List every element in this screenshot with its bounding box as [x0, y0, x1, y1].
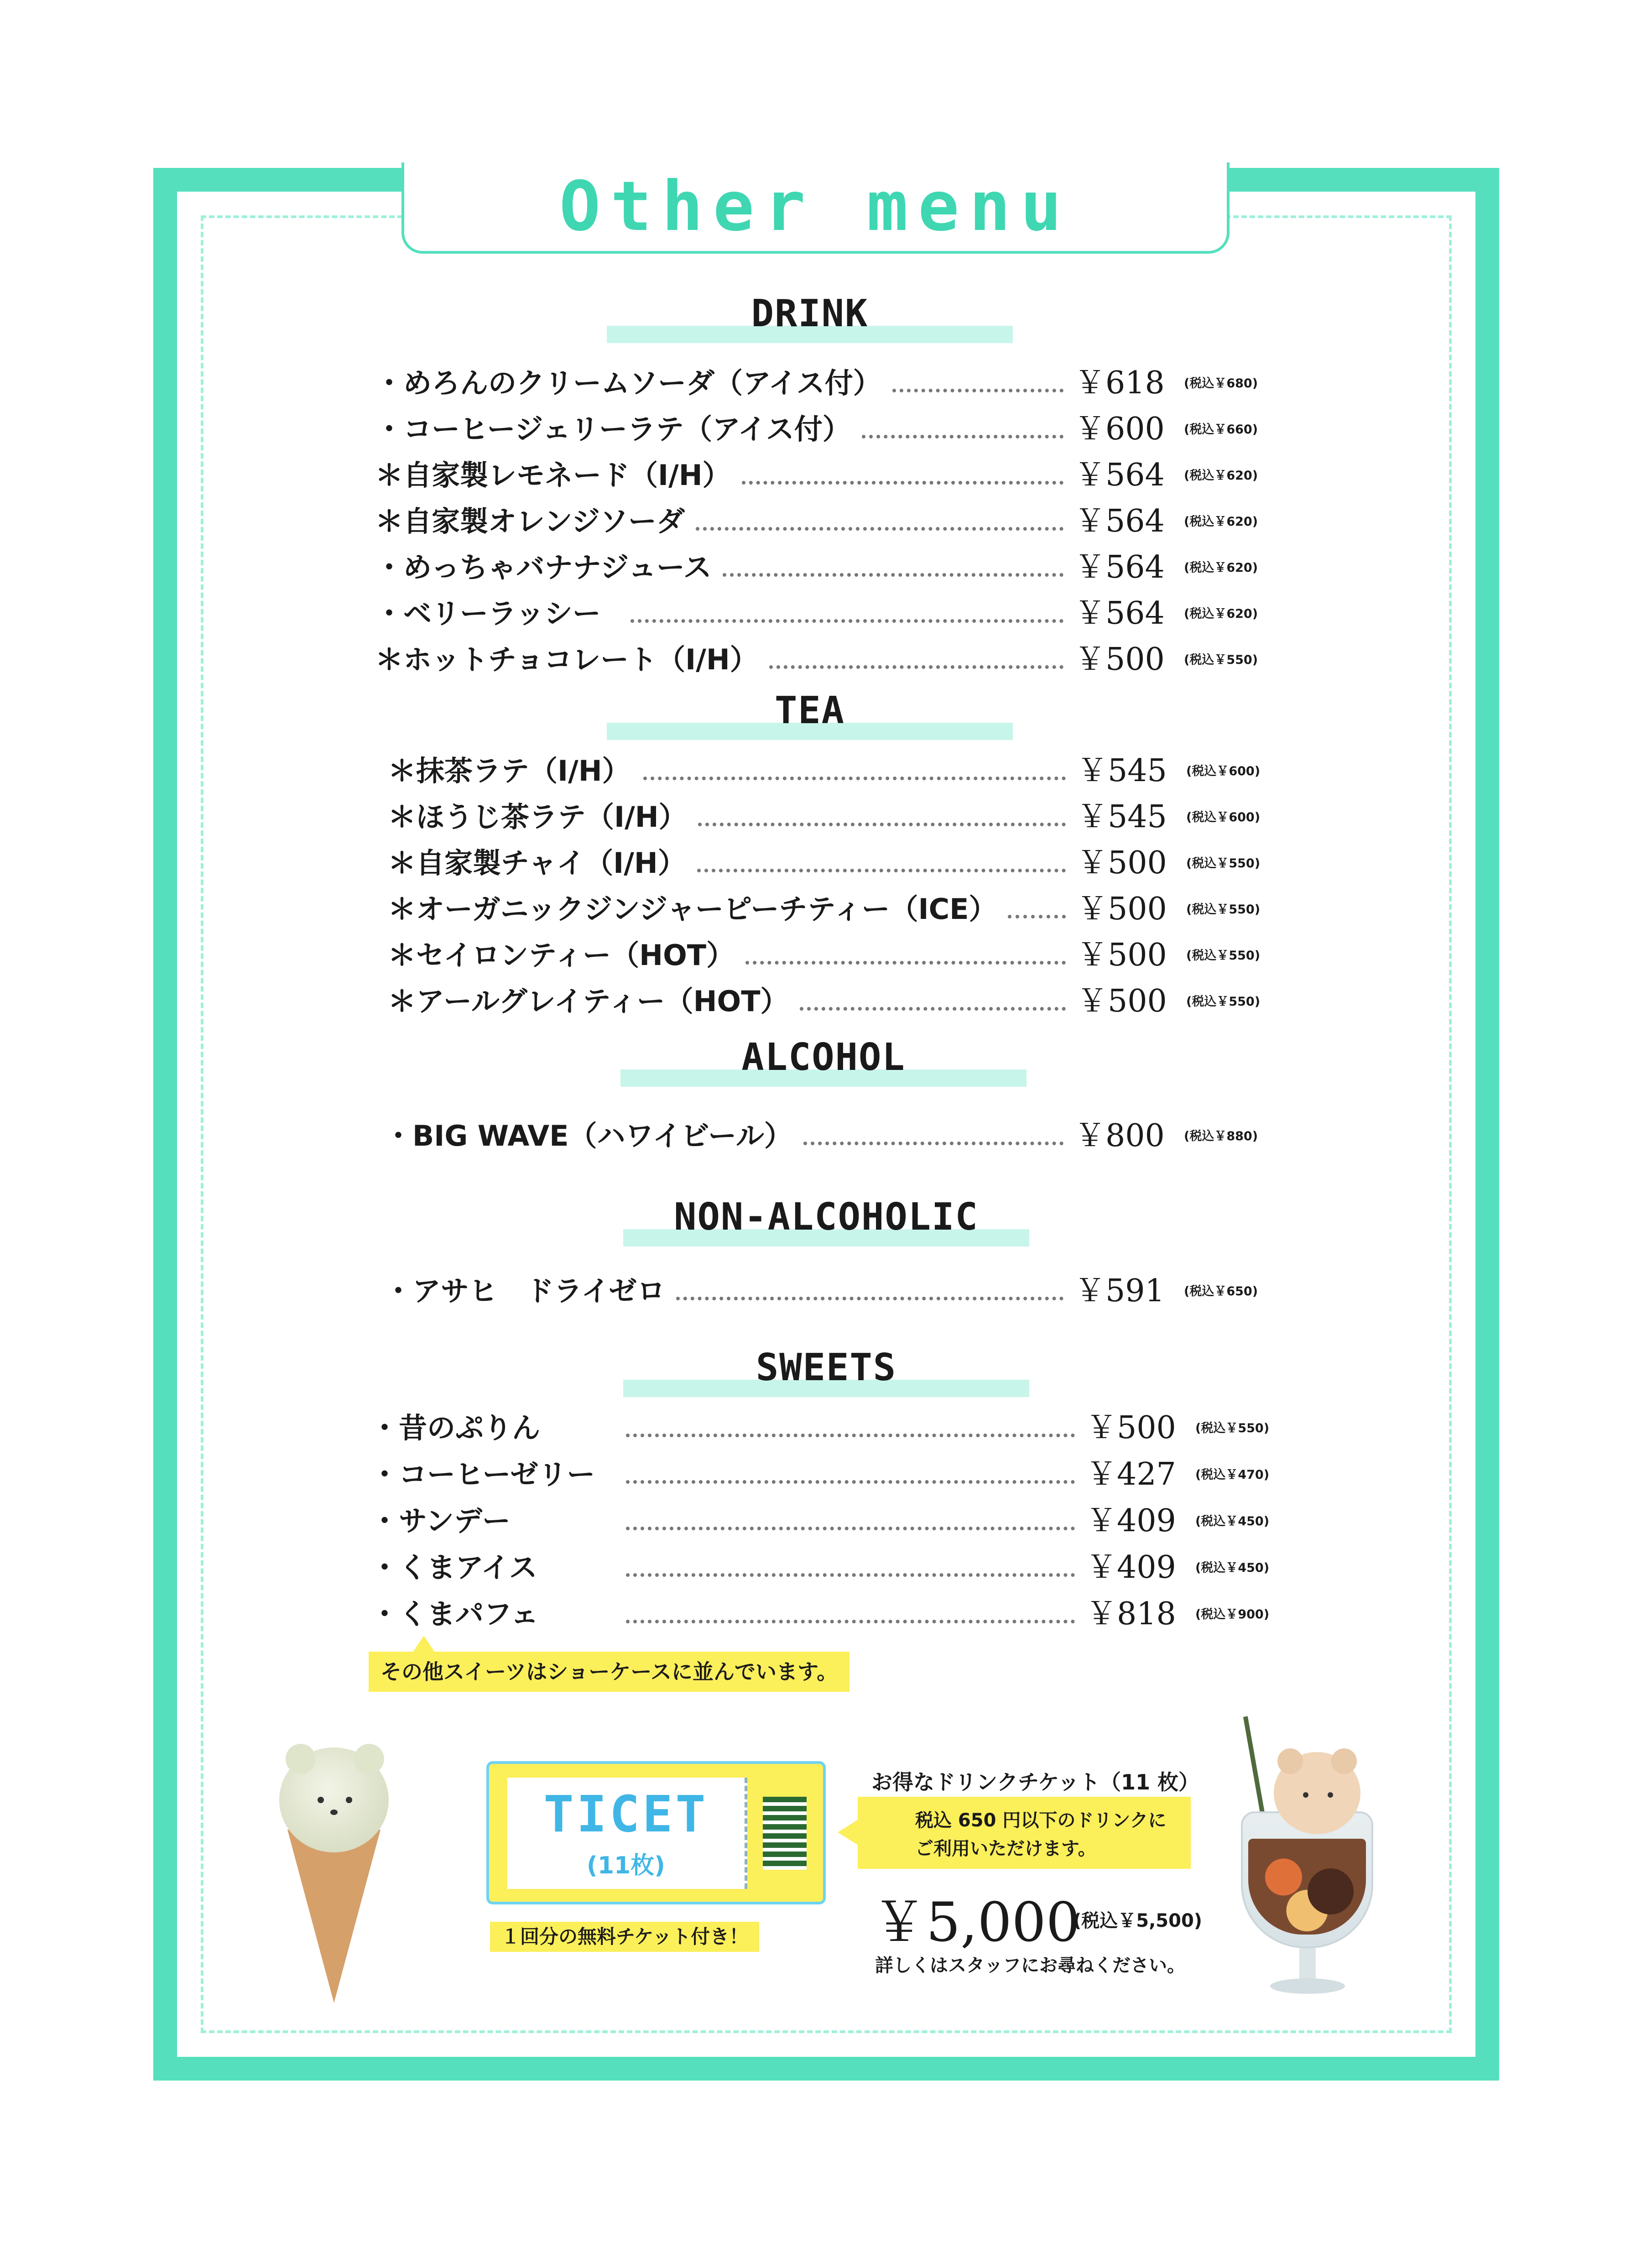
leader-dots	[769, 656, 1063, 669]
menu-item-row	[0, 1452, 1652, 1497]
menu-item-row	[0, 637, 1652, 683]
menu-item-price: ￥500	[1077, 983, 1167, 1019]
menu-item-price: ￥500	[1077, 845, 1167, 881]
menu-item-row	[0, 887, 1652, 932]
menu-item-tax-price: (税込￥550)	[1186, 949, 1261, 963]
menu-item-name: ・めっちゃバナナジュース	[375, 551, 712, 584]
leader-dots	[745, 952, 1066, 965]
note-pointer	[413, 1636, 435, 1652]
menu-item-tax-price: (税込￥900)	[1195, 1607, 1270, 1622]
leader-dots	[742, 472, 1063, 485]
menu-item-row	[0, 794, 1652, 840]
section-heading-nonalcoholic	[623, 1195, 1029, 1250]
menu-item-price: ￥545	[1077, 799, 1167, 835]
menu-item-price: ￥800	[1074, 1118, 1165, 1154]
menu-item-tax-price: (税込￥620)	[1184, 607, 1258, 621]
menu-item-name: ・コーヒーゼリー	[370, 1458, 595, 1491]
menu-item-row	[0, 453, 1652, 498]
section-heading-drink	[607, 292, 1013, 347]
menu-item-tax-price: (税込￥550)	[1186, 856, 1261, 871]
menu-item-tax-price: (税込￥620)	[1184, 469, 1258, 483]
menu-item-tax-price: (税込￥620)	[1184, 515, 1258, 529]
menu-item-tax-price: (税込￥550)	[1186, 995, 1261, 1009]
menu-item-name: ＊ホットチョコレート（I/H）	[375, 643, 758, 676]
section-title: SWEETS	[756, 1346, 897, 1389]
menu-item-name: ・くまアイス	[370, 1551, 537, 1584]
menu-item-price: ￥564	[1074, 503, 1165, 539]
menu-item-tax-price: (税込￥550)	[1184, 653, 1258, 667]
ticket-word: TICET	[543, 1785, 709, 1843]
menu-item-name: ・ベリーラッシー	[375, 597, 601, 630]
leader-dots	[698, 814, 1066, 826]
section-title: ALCOHOL	[741, 1036, 906, 1079]
menu-item-row	[0, 499, 1652, 544]
menu-item-row	[0, 1268, 1652, 1314]
menu-item-name: ＊自家製チャイ（I/H）	[388, 846, 686, 880]
menu-item-name: ＊オーガニックジンジャーピーチティー（ICE）	[388, 892, 997, 926]
ticket-promo-box	[858, 1797, 1191, 1869]
menu-item-name: ・めろんのクリームソーダ（アイス付）	[375, 366, 881, 400]
sweets-note: その他スイーツはショーケースに並んでいます。	[369, 1652, 849, 1692]
bear-parfait-image	[1232, 1706, 1382, 2003]
menu-item-tax-price: (税込￥650)	[1184, 1284, 1258, 1299]
menu-item-row	[0, 979, 1652, 1024]
menu-item-tax-price: (税込￥450)	[1195, 1561, 1270, 1575]
menu-item-price: ￥545	[1077, 753, 1167, 789]
leader-dots	[862, 426, 1063, 438]
ticket-promo-title: お得なドリンクチケット（11 枚）	[871, 1770, 1199, 1794]
menu-item-tax-price: (税込￥600)	[1186, 810, 1261, 824]
menu-item-price: ￥409	[1086, 1549, 1176, 1586]
menu-item-name: ・サンデー	[370, 1504, 511, 1538]
bear-eye	[318, 1797, 324, 1803]
menu-item-name: ・昔のぷりん	[370, 1411, 541, 1445]
menu-item-price: ￥409	[1086, 1503, 1176, 1539]
leader-dots	[803, 1132, 1063, 1145]
menu-item-row	[0, 591, 1652, 636]
menu-item-tax-price: (税込￥550)	[1195, 1421, 1270, 1435]
ticket-detail-note: 詳しくはスタッフにお尋ねください。	[875, 1955, 1185, 1976]
menu-item-tax-price: (税込￥660)	[1184, 422, 1258, 437]
glass-stem	[1299, 1948, 1316, 1980]
title-tab	[401, 162, 1230, 254]
section-title: TEA	[774, 689, 845, 732]
menu-item-tax-price: (税込￥680)	[1184, 376, 1258, 391]
drink-ticket-graphic	[486, 1761, 826, 1904]
cone-wafer	[287, 1830, 380, 2003]
menu-item-price: ￥500	[1086, 1410, 1176, 1446]
promo-pointer	[838, 1819, 860, 1846]
menu-item-row	[0, 360, 1652, 406]
free-ticket-note: １回分の無料チケット付き！	[490, 1922, 759, 1952]
section-heading-alcohol	[620, 1036, 1027, 1090]
bear-scoop	[279, 1747, 389, 1852]
menu-item-tax-price: (税込￥550)	[1186, 902, 1261, 917]
leader-dots	[800, 998, 1066, 1011]
menu-item-tax-price: (税込￥880)	[1184, 1129, 1258, 1143]
menu-item-tax-price: (税込￥600)	[1186, 764, 1261, 778]
leader-dots	[1008, 906, 1066, 918]
menu-item-name: ＊抹茶ラテ（I/H）	[388, 754, 631, 788]
menu-item-price: ￥564	[1074, 595, 1165, 631]
leader-dots	[626, 1611, 1075, 1623]
bear-ice-cream-image	[279, 1747, 389, 2003]
section-heading-sweets	[623, 1346, 1029, 1401]
menu-item-name: ・コーヒージェリーラテ（アイス付）	[375, 412, 851, 446]
ticket-price-tax: (税込￥5,500)	[1073, 1910, 1203, 1931]
menu-item-price: ￥564	[1074, 549, 1165, 585]
section-title: NON-ALCOHOLIC	[674, 1195, 979, 1239]
bear-nose	[330, 1810, 338, 1815]
leader-dots	[626, 1471, 1075, 1484]
menu-item-row	[0, 1545, 1652, 1591]
leader-dots	[696, 518, 1063, 531]
leader-dots	[892, 380, 1063, 392]
menu-item-tax-price: (税込￥620)	[1184, 561, 1258, 575]
bear-ear	[354, 1744, 384, 1774]
leader-dots	[626, 1564, 1075, 1577]
barcode-icon	[763, 1797, 807, 1870]
menu-item-price: ￥427	[1086, 1456, 1176, 1492]
section-title: DRINK	[751, 292, 869, 335]
menu-item-name: ＊セイロンティー（HOT）	[388, 939, 735, 972]
menu-item-row	[0, 840, 1652, 886]
menu-item-price: ￥600	[1074, 411, 1165, 447]
menu-item-price: ￥564	[1074, 457, 1165, 493]
leader-dots	[626, 1424, 1075, 1437]
ticket-stub	[507, 1778, 747, 1889]
leader-dots	[631, 610, 1063, 623]
menu-item-name: ＊ほうじ茶ラテ（I/H）	[388, 800, 687, 834]
menu-item-name: ・アサヒ ドライゼロ	[384, 1274, 666, 1308]
promo-line-1: 税込 650 円以下のドリンクに	[915, 1810, 1167, 1831]
menu-item-tax-price: (税込￥470)	[1195, 1468, 1270, 1482]
section-heading-tea	[607, 689, 1013, 744]
leader-dots	[723, 564, 1063, 577]
menu-item-price: ￥500	[1077, 891, 1167, 927]
menu-item-row	[0, 748, 1652, 794]
bear-eye	[1303, 1792, 1308, 1798]
promo-line-2: ご利用いただけます。	[915, 1838, 1096, 1859]
menu-item-row	[0, 1498, 1652, 1544]
menu-item-row	[0, 1405, 1652, 1451]
menu-item-name: ＊自家製オレンジソーダ	[375, 505, 685, 538]
menu-item-row	[0, 1591, 1652, 1637]
bear-head	[1274, 1752, 1360, 1834]
menu-item-price: ￥500	[1077, 937, 1167, 973]
menu-item-row	[0, 407, 1652, 452]
ticket-count: (11枚)	[587, 1852, 665, 1879]
menu-item-row	[0, 545, 1652, 590]
bear-eye	[1328, 1792, 1333, 1798]
bear-ear	[286, 1744, 316, 1774]
menu-item-row	[0, 933, 1652, 978]
menu-item-name: ＊アールグレイティー（HOT）	[388, 985, 789, 1018]
leader-dots	[626, 1518, 1075, 1530]
leader-dots	[643, 767, 1066, 780]
menu-item-price: ￥591	[1074, 1273, 1165, 1309]
menu-item-name: ・くまパフェ	[370, 1597, 539, 1631]
bear-eye	[346, 1797, 352, 1803]
menu-item-row	[0, 1113, 1652, 1159]
leader-dots	[697, 860, 1066, 872]
menu-item-tax-price: (税込￥450)	[1195, 1514, 1270, 1528]
menu-item-price: ￥618	[1074, 365, 1165, 401]
bear-ear	[1331, 1748, 1357, 1774]
menu-item-name: ＊自家製レモネード（I/H）	[375, 459, 731, 492]
leader-dots	[676, 1288, 1063, 1300]
menu-item-price: ￥500	[1074, 642, 1165, 678]
ticket-price: ￥5,000	[872, 1891, 1080, 1954]
menu-item-name: ・BIG WAVE（ハワイビール）	[384, 1119, 792, 1153]
bear-ear	[1277, 1748, 1303, 1774]
menu-item-price: ￥818	[1086, 1596, 1176, 1632]
glass-base	[1270, 1978, 1345, 1994]
page-title: Other menu	[559, 167, 1072, 246]
